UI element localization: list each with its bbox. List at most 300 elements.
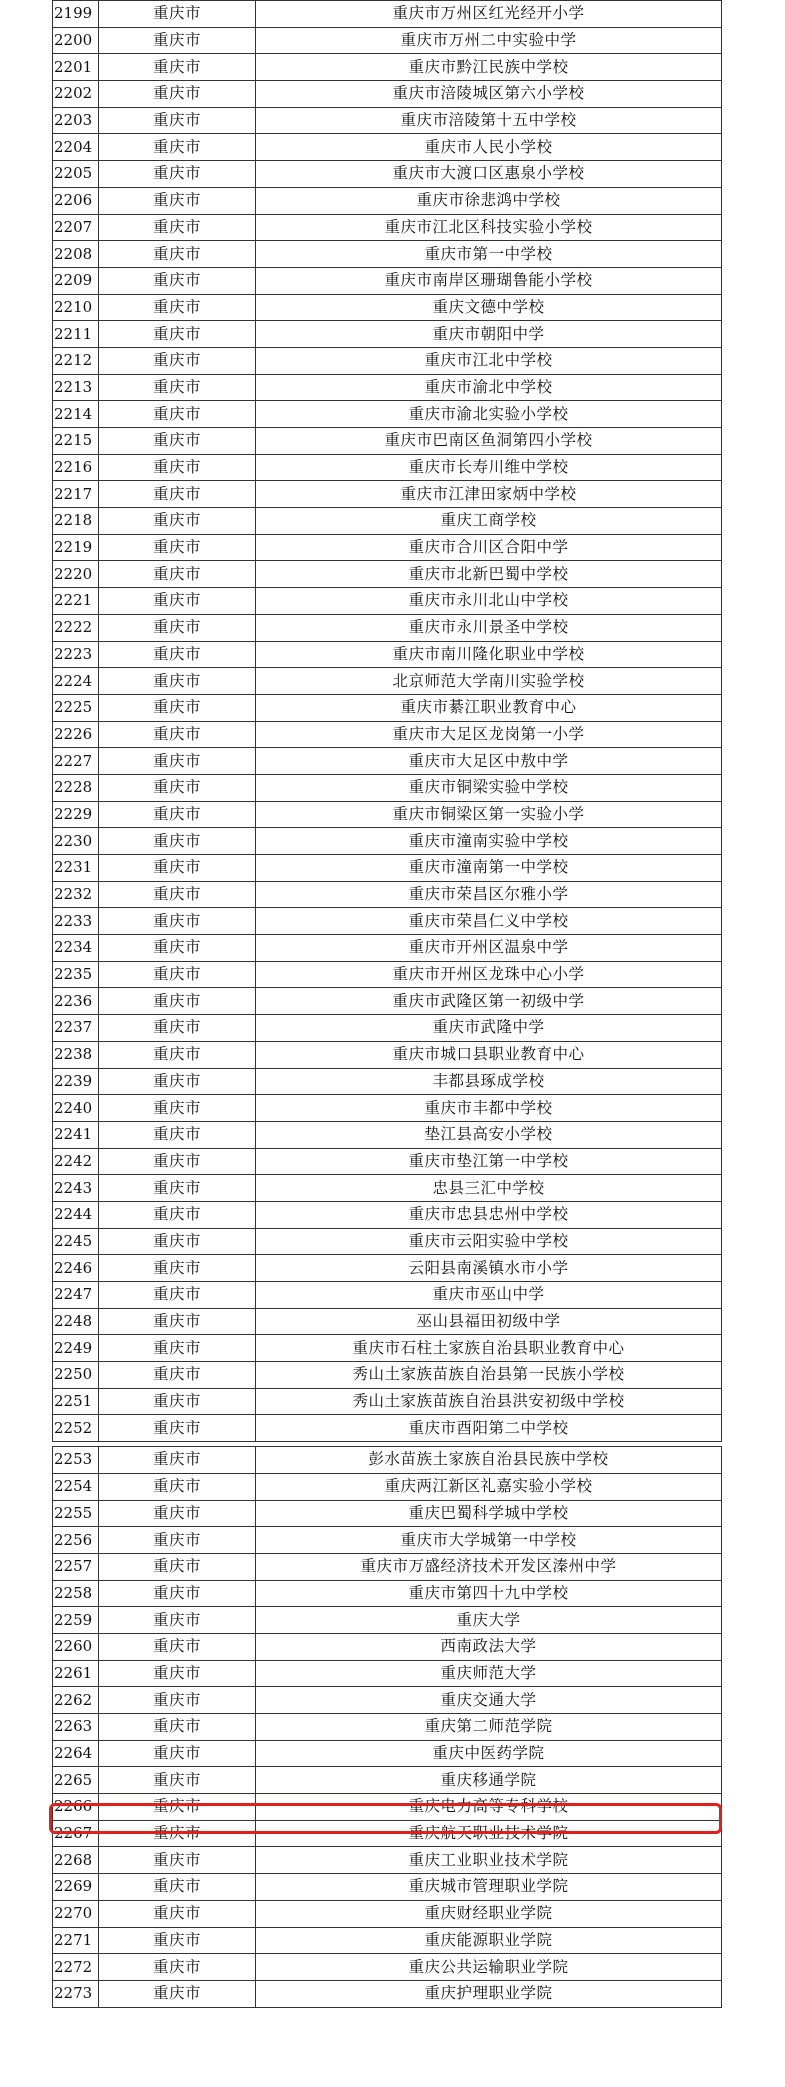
row-school-name: 重庆市永川景圣中学校 [256, 614, 722, 641]
table-row [53, 1927, 722, 1954]
row-school-name: 重庆中医药学院 [256, 1740, 722, 1767]
row-city: 重庆市 [99, 801, 256, 828]
row-city: 重庆市 [99, 347, 256, 374]
row-school-name: 重庆市江津田家炳中学校 [256, 481, 722, 508]
row-number: 2234 [53, 935, 99, 962]
row-number: 2265 [53, 1767, 99, 1794]
table-row [53, 1553, 722, 1580]
row-school-name: 重庆市万州区红光经开小学 [256, 1, 722, 28]
row-city: 重庆市 [99, 641, 256, 668]
row-city: 重庆市 [99, 481, 256, 508]
table-row [53, 1500, 722, 1527]
row-city: 重庆市 [99, 187, 256, 214]
table-row [53, 214, 722, 241]
row-school-name: 重庆文德中学校 [256, 294, 722, 321]
row-school-name: 重庆市巴南区鱼洞第四小学校 [256, 428, 722, 455]
row-school-name: 重庆市忠县忠州中学校 [256, 1201, 722, 1228]
table-row [53, 1527, 722, 1554]
row-school-name: 忠县三汇中学校 [256, 1175, 722, 1202]
row-school-name: 重庆市大足区龙岗第一小学 [256, 721, 722, 748]
row-number: 2247 [53, 1282, 99, 1309]
row-city: 重庆市 [99, 1282, 256, 1309]
row-city: 重庆市 [99, 1660, 256, 1687]
table-row [53, 961, 722, 988]
row-city: 重庆市 [99, 1415, 256, 1442]
row-number: 2205 [53, 161, 99, 188]
row-city: 重庆市 [99, 107, 256, 134]
table-row [53, 614, 722, 641]
row-city: 重庆市 [99, 267, 256, 294]
table-row [53, 1714, 722, 1741]
row-school-name: 重庆师范大学 [256, 1660, 722, 1687]
row-city: 重庆市 [99, 1687, 256, 1714]
row-city: 重庆市 [99, 241, 256, 268]
row-city: 重庆市 [99, 54, 256, 81]
row-city: 重庆市 [99, 1015, 256, 1042]
row-number: 2251 [53, 1388, 99, 1415]
row-school-name: 重庆市大渡口区惠泉小学校 [256, 161, 722, 188]
row-number: 2220 [53, 561, 99, 588]
row-school-name: 重庆市江北中学校 [256, 347, 722, 374]
row-number: 2262 [53, 1687, 99, 1714]
row-number: 2221 [53, 588, 99, 615]
row-school-name: 重庆市铜梁实验中学校 [256, 774, 722, 801]
row-city: 重庆市 [99, 668, 256, 695]
row-school-name: 重庆市丰都中学校 [256, 1095, 722, 1122]
row-number: 2253 [53, 1447, 99, 1474]
row-number: 2255 [53, 1500, 99, 1527]
row-number: 2211 [53, 321, 99, 348]
row-school-name: 重庆巴蜀科学城中学校 [256, 1500, 722, 1527]
table-row [53, 1767, 722, 1794]
row-school-name: 重庆市万盛经济技术开发区溱州中学 [256, 1553, 722, 1580]
row-number: 2263 [53, 1714, 99, 1741]
row-city: 重庆市 [99, 1335, 256, 1362]
row-school-name: 重庆市第四十九中学校 [256, 1580, 722, 1607]
table-row [53, 1041, 722, 1068]
row-number: 2243 [53, 1175, 99, 1202]
row-city: 重庆市 [99, 1041, 256, 1068]
row-school-name: 秀山土家族苗族自治县第一民族小学校 [256, 1362, 722, 1389]
row-city: 重庆市 [99, 1175, 256, 1202]
table-row [53, 1900, 722, 1927]
row-city: 重庆市 [99, 908, 256, 935]
table-row [53, 1255, 722, 1282]
table-row [53, 1687, 722, 1714]
table-row [53, 668, 722, 695]
table-row [53, 641, 722, 668]
row-city: 重庆市 [99, 1553, 256, 1580]
row-school-name: 重庆市第一中学校 [256, 241, 722, 268]
row-school-name: 重庆第二师范学院 [256, 1714, 722, 1741]
row-number: 2256 [53, 1527, 99, 1554]
row-city: 重庆市 [99, 1148, 256, 1175]
row-city: 重庆市 [99, 748, 256, 775]
row-city: 重庆市 [99, 855, 256, 882]
table-row [53, 1740, 722, 1767]
table-row [53, 81, 722, 108]
row-school-name: 重庆市合川区合阳中学 [256, 534, 722, 561]
row-number: 2266 [53, 1794, 99, 1821]
row-number: 2219 [53, 534, 99, 561]
table-row [53, 1607, 722, 1634]
table-row [53, 54, 722, 81]
school-list-sheet [52, 0, 722, 2008]
row-city: 重庆市 [99, 214, 256, 241]
row-school-name: 重庆市潼南实验中学校 [256, 828, 722, 855]
row-city: 重庆市 [99, 1767, 256, 1794]
row-number: 2242 [53, 1148, 99, 1175]
row-city: 重庆市 [99, 1, 256, 28]
row-number: 2267 [53, 1820, 99, 1847]
row-number: 2233 [53, 908, 99, 935]
row-school-name: 重庆市云阳实验中学校 [256, 1228, 722, 1255]
table-row [53, 1308, 722, 1335]
school-table-part-1 [52, 0, 722, 1442]
row-city: 重庆市 [99, 828, 256, 855]
row-city: 重庆市 [99, 561, 256, 588]
row-school-name: 重庆大学 [256, 1607, 722, 1634]
table-row [53, 1175, 722, 1202]
row-school-name: 重庆市黔江民族中学校 [256, 54, 722, 81]
row-number: 2228 [53, 774, 99, 801]
row-number: 2204 [53, 134, 99, 161]
table-row [53, 27, 722, 54]
row-number: 2199 [53, 1, 99, 28]
row-number: 2273 [53, 1980, 99, 2007]
row-city: 重庆市 [99, 81, 256, 108]
row-school-name: 重庆市开州区龙珠中心小学 [256, 961, 722, 988]
row-school-name: 重庆市南岸区珊瑚鲁能小学校 [256, 267, 722, 294]
row-city: 重庆市 [99, 1794, 256, 1821]
table-row [53, 1633, 722, 1660]
row-number: 2201 [53, 54, 99, 81]
row-number: 2238 [53, 1041, 99, 1068]
table-row [53, 321, 722, 348]
row-school-name: 重庆市渝北实验小学校 [256, 401, 722, 428]
row-number: 2229 [53, 801, 99, 828]
row-number: 2209 [53, 267, 99, 294]
table-row [53, 1980, 722, 2007]
table-row [53, 134, 722, 161]
row-school-name: 重庆两江新区礼嘉实验小学校 [256, 1473, 722, 1500]
table-row [53, 294, 722, 321]
row-number: 2231 [53, 855, 99, 882]
table-row [53, 1282, 722, 1309]
row-city: 重庆市 [99, 321, 256, 348]
row-school-name: 重庆市武隆中学 [256, 1015, 722, 1042]
table-row [53, 935, 722, 962]
row-school-name: 云阳县南溪镇水市小学 [256, 1255, 722, 1282]
row-number: 2250 [53, 1362, 99, 1389]
row-city: 重庆市 [99, 1900, 256, 1927]
row-city: 重庆市 [99, 1121, 256, 1148]
row-city: 重庆市 [99, 694, 256, 721]
row-number: 2216 [53, 454, 99, 481]
row-school-name: 重庆市徐悲鸿中学校 [256, 187, 722, 214]
table-row [53, 508, 722, 535]
row-city: 重庆市 [99, 1308, 256, 1335]
row-school-name: 重庆市荣昌区尔雅小学 [256, 881, 722, 908]
row-school-name: 重庆交通大学 [256, 1687, 722, 1714]
row-number: 2258 [53, 1580, 99, 1607]
table-row [53, 1095, 722, 1122]
table-row [53, 748, 722, 775]
table-row [53, 694, 722, 721]
table-row [53, 187, 722, 214]
row-number: 2260 [53, 1633, 99, 1660]
row-school-name: 重庆市涪陵第十五中学校 [256, 107, 722, 134]
row-number: 2230 [53, 828, 99, 855]
table-row [53, 1447, 722, 1474]
row-number: 2246 [53, 1255, 99, 1282]
table-row [53, 1473, 722, 1500]
row-number: 2257 [53, 1553, 99, 1580]
row-school-name: 重庆市开州区温泉中学 [256, 935, 722, 962]
table-row [53, 1335, 722, 1362]
table-row [53, 855, 722, 882]
row-number: 2218 [53, 508, 99, 535]
row-school-name: 西南政法大学 [256, 1633, 722, 1660]
row-number: 2244 [53, 1201, 99, 1228]
table-row [53, 241, 722, 268]
row-school-name: 重庆工商学校 [256, 508, 722, 535]
row-number: 2227 [53, 748, 99, 775]
row-number: 2248 [53, 1308, 99, 1335]
row-number: 2207 [53, 214, 99, 241]
table-row [53, 454, 722, 481]
table-row [53, 267, 722, 294]
row-number: 2223 [53, 641, 99, 668]
row-city: 重庆市 [99, 1388, 256, 1415]
row-number: 2259 [53, 1607, 99, 1634]
row-school-name: 重庆市大学城第一中学校 [256, 1527, 722, 1554]
row-school-name: 重庆市永川北山中学校 [256, 588, 722, 615]
row-school-name: 重庆市武隆区第一初级中学 [256, 988, 722, 1015]
row-city: 重庆市 [99, 27, 256, 54]
row-number: 2270 [53, 1900, 99, 1927]
row-school-name: 彭水苗族土家族自治县民族中学校 [256, 1447, 722, 1474]
row-city: 重庆市 [99, 1714, 256, 1741]
row-number: 2212 [53, 347, 99, 374]
row-school-name: 重庆财经职业学院 [256, 1900, 722, 1927]
row-city: 重庆市 [99, 1228, 256, 1255]
table-row [53, 1415, 722, 1442]
row-city: 重庆市 [99, 988, 256, 1015]
row-city: 重庆市 [99, 614, 256, 641]
row-school-name: 重庆工业职业技术学院 [256, 1847, 722, 1874]
table-row [53, 107, 722, 134]
row-school-name: 重庆市荣昌仁义中学校 [256, 908, 722, 935]
row-city: 重庆市 [99, 774, 256, 801]
row-school-name: 重庆电力高等专科学校 [256, 1794, 722, 1821]
row-city: 重庆市 [99, 1255, 256, 1282]
row-number: 2245 [53, 1228, 99, 1255]
row-city: 重庆市 [99, 508, 256, 535]
table-row [53, 588, 722, 615]
row-city: 重庆市 [99, 1874, 256, 1901]
row-city: 重庆市 [99, 374, 256, 401]
row-school-name: 重庆市垫江第一中学校 [256, 1148, 722, 1175]
row-school-name: 重庆市人民小学校 [256, 134, 722, 161]
table-row [53, 1, 722, 28]
table-row [53, 1201, 722, 1228]
table-row [53, 1580, 722, 1607]
row-number: 2271 [53, 1927, 99, 1954]
row-school-name: 重庆公共运输职业学院 [256, 1954, 722, 1981]
table-row [53, 374, 722, 401]
table-row [53, 1388, 722, 1415]
row-school-name: 重庆护理职业学院 [256, 1980, 722, 2007]
table-row [53, 481, 722, 508]
row-number: 2215 [53, 428, 99, 455]
row-school-name: 重庆市城口县职业教育中心 [256, 1041, 722, 1068]
row-school-name: 北京师范大学南川实验学校 [256, 668, 722, 695]
table-row [53, 561, 722, 588]
row-city: 重庆市 [99, 1954, 256, 1981]
row-school-name: 重庆能源职业学院 [256, 1927, 722, 1954]
row-number: 2272 [53, 1954, 99, 1981]
row-school-name: 重庆市渝北中学校 [256, 374, 722, 401]
row-number: 2241 [53, 1121, 99, 1148]
row-school-name: 重庆市潼南第一中学校 [256, 855, 722, 882]
row-city: 重庆市 [99, 1740, 256, 1767]
row-number: 2264 [53, 1740, 99, 1767]
row-school-name: 重庆市铜梁区第一实验小学 [256, 801, 722, 828]
table-row [53, 1874, 722, 1901]
table-row [53, 1015, 722, 1042]
highlight-box-row-2264 [49, 1803, 722, 1834]
table-row [53, 908, 722, 935]
row-number: 2210 [53, 294, 99, 321]
row-school-name: 垫江县高安小学校 [256, 1121, 722, 1148]
row-school-name: 重庆市巫山中学 [256, 1282, 722, 1309]
row-number: 2268 [53, 1847, 99, 1874]
row-number: 2254 [53, 1473, 99, 1500]
row-city: 重庆市 [99, 134, 256, 161]
row-city: 重庆市 [99, 881, 256, 908]
row-city: 重庆市 [99, 1447, 256, 1474]
row-school-name: 重庆市北新巴蜀中学校 [256, 561, 722, 588]
table-row [53, 428, 722, 455]
table-row [53, 881, 722, 908]
table-row [53, 774, 722, 801]
table-row [53, 828, 722, 855]
row-city: 重庆市 [99, 401, 256, 428]
row-city: 重庆市 [99, 1580, 256, 1607]
row-school-name: 巫山县福田初级中学 [256, 1308, 722, 1335]
table-row [53, 1068, 722, 1095]
row-number: 2214 [53, 401, 99, 428]
table-row [53, 801, 722, 828]
row-school-name: 秀山土家族苗族自治县洪安初级中学校 [256, 1388, 722, 1415]
row-number: 2237 [53, 1015, 99, 1042]
row-school-name: 重庆市朝阳中学 [256, 321, 722, 348]
row-number: 2261 [53, 1660, 99, 1687]
row-city: 重庆市 [99, 428, 256, 455]
row-school-name: 重庆市石柱土家族自治县职业教育中心 [256, 1335, 722, 1362]
row-number: 2224 [53, 668, 99, 695]
table-row [53, 161, 722, 188]
row-school-name: 重庆市涪陵城区第六小学校 [256, 81, 722, 108]
row-number: 2203 [53, 107, 99, 134]
table-row [53, 1121, 722, 1148]
row-city: 重庆市 [99, 1607, 256, 1634]
row-number: 2240 [53, 1095, 99, 1122]
table-row [53, 1362, 722, 1389]
row-school-name: 丰都县琢成学校 [256, 1068, 722, 1095]
row-city: 重庆市 [99, 534, 256, 561]
row-number: 2206 [53, 187, 99, 214]
row-city: 重庆市 [99, 961, 256, 988]
row-number: 2200 [53, 27, 99, 54]
row-number: 2249 [53, 1335, 99, 1362]
row-school-name: 重庆航天职业技术学院 [256, 1820, 722, 1847]
table-row [53, 721, 722, 748]
row-number: 2208 [53, 241, 99, 268]
row-city: 重庆市 [99, 454, 256, 481]
table-row [53, 1847, 722, 1874]
row-city: 重庆市 [99, 935, 256, 962]
row-number: 2235 [53, 961, 99, 988]
row-number: 2252 [53, 1415, 99, 1442]
row-school-name: 重庆城市管理职业学院 [256, 1874, 722, 1901]
row-city: 重庆市 [99, 1068, 256, 1095]
table-row [53, 988, 722, 1015]
table-row [53, 401, 722, 428]
row-school-name: 重庆市綦江职业教育中心 [256, 694, 722, 721]
row-city: 重庆市 [99, 1201, 256, 1228]
row-number: 2202 [53, 81, 99, 108]
row-number: 2236 [53, 988, 99, 1015]
row-number: 2222 [53, 614, 99, 641]
row-number: 2239 [53, 1068, 99, 1095]
row-city: 重庆市 [99, 1927, 256, 1954]
table-row [53, 1148, 722, 1175]
table-row [53, 1228, 722, 1255]
row-city: 重庆市 [99, 1980, 256, 2007]
row-city: 重庆市 [99, 161, 256, 188]
row-city: 重庆市 [99, 721, 256, 748]
table-row [53, 347, 722, 374]
row-school-name: 重庆市万州二中实验中学 [256, 27, 722, 54]
row-city: 重庆市 [99, 1473, 256, 1500]
school-table-part-2 [52, 1446, 722, 2007]
row-city: 重庆市 [99, 1095, 256, 1122]
row-school-name: 重庆市江北区科技实验小学校 [256, 214, 722, 241]
row-school-name: 重庆市南川隆化职业中学校 [256, 641, 722, 668]
row-city: 重庆市 [99, 1633, 256, 1660]
row-number: 2232 [53, 881, 99, 908]
row-number: 2217 [53, 481, 99, 508]
row-city: 重庆市 [99, 588, 256, 615]
row-number: 2269 [53, 1874, 99, 1901]
table-row [53, 1954, 722, 1981]
row-city: 重庆市 [99, 1847, 256, 1874]
table-row [53, 1660, 722, 1687]
row-number: 2213 [53, 374, 99, 401]
row-school-name: 重庆市酉阳第二中学校 [256, 1415, 722, 1442]
row-school-name: 重庆市长寿川维中学校 [256, 454, 722, 481]
table-row [53, 534, 722, 561]
row-city: 重庆市 [99, 1820, 256, 1847]
row-city: 重庆市 [99, 1527, 256, 1554]
row-number: 2225 [53, 694, 99, 721]
row-number: 2226 [53, 721, 99, 748]
row-city: 重庆市 [99, 294, 256, 321]
row-city: 重庆市 [99, 1500, 256, 1527]
row-city: 重庆市 [99, 1362, 256, 1389]
